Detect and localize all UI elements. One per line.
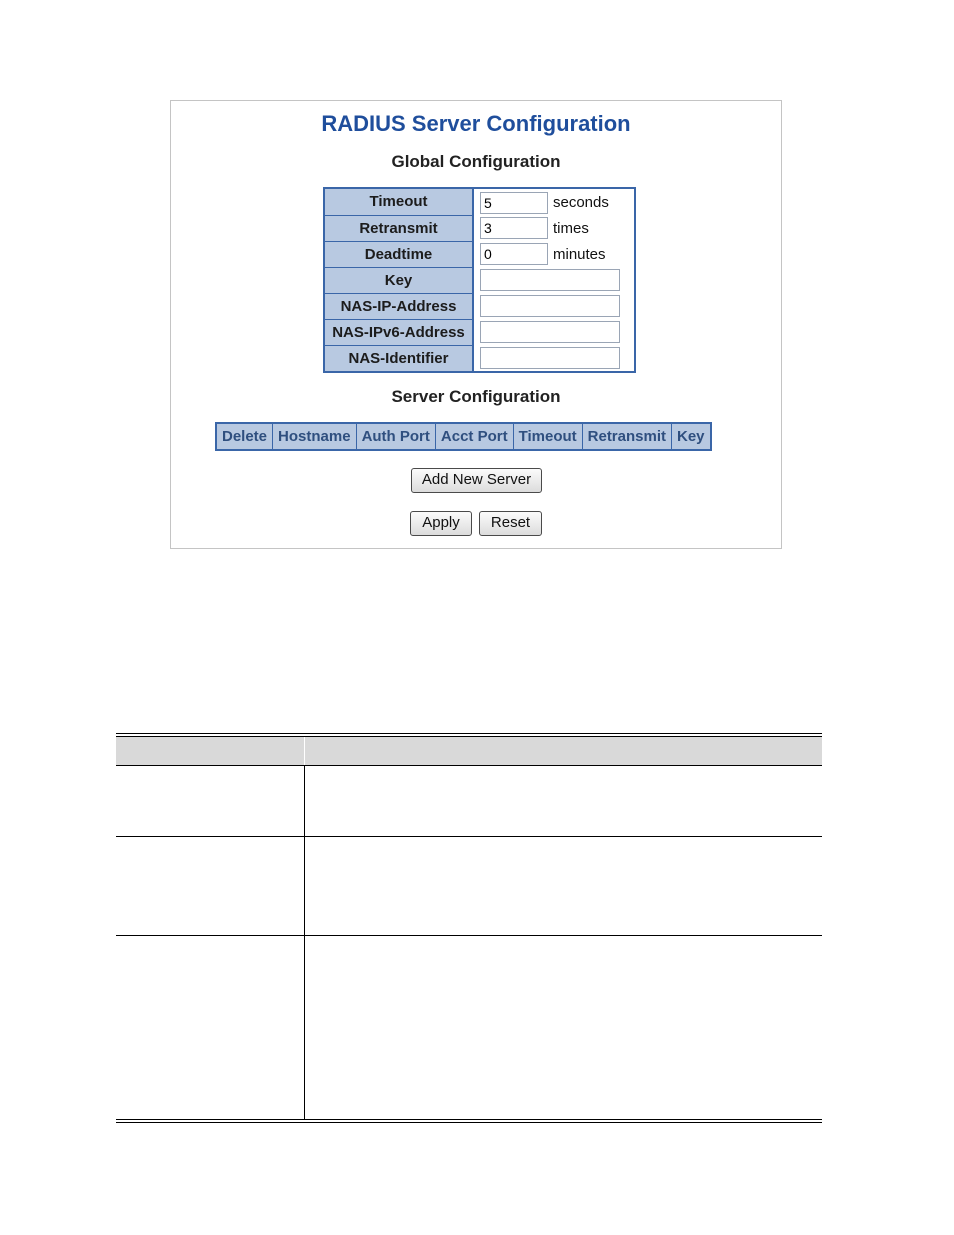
server-config-table	[215, 422, 712, 451]
col-retransmit: Retransmit	[582, 423, 671, 450]
server-config-heading: Server Configuration	[391, 387, 561, 406]
col-acct-port: Acct Port	[435, 423, 513, 450]
row-timeout	[324, 188, 635, 215]
parameter-description-table	[116, 733, 822, 1122]
nas-ipv6-address-label: NAS-IPv6-Address	[324, 319, 473, 345]
row-nas-ipv6-address	[324, 319, 635, 345]
retransmit-unit: times	[553, 219, 589, 237]
radius-config-panel	[170, 100, 782, 549]
table-top-rule	[116, 733, 822, 734]
table-row-divider	[116, 765, 822, 766]
deadtime-label: Deadtime	[324, 241, 473, 267]
table-bottom-rule-outer	[116, 1122, 822, 1123]
table-row-divider	[116, 935, 822, 936]
table-header-row	[116, 737, 822, 765]
nas-ipv6-address-input[interactable]	[480, 321, 620, 343]
retransmit-label: Retransmit	[324, 215, 473, 241]
col-timeout: Timeout	[513, 423, 582, 450]
table-row-divider	[116, 836, 822, 837]
col-key: Key	[672, 423, 711, 450]
nas-identifier-input[interactable]	[480, 347, 620, 369]
global-config-table	[323, 187, 636, 373]
nas-ip-address-input[interactable]	[480, 295, 620, 317]
col-hostname: Hostname	[273, 423, 357, 450]
table-column-divider	[304, 765, 305, 1120]
row-key	[324, 267, 635, 293]
row-nas-identifier	[324, 345, 635, 372]
apply-button[interactable]: Apply	[410, 511, 472, 536]
key-label: Key	[324, 267, 473, 293]
timeout-unit: seconds	[553, 194, 609, 211]
row-nas-ip-address	[324, 293, 635, 319]
add-new-server-button[interactable]: Add New Server	[411, 468, 542, 493]
timeout-label: Timeout	[324, 188, 473, 215]
reset-button[interactable]: Reset	[479, 511, 542, 536]
nas-identifier-label: NAS-Identifier	[324, 345, 473, 372]
row-retransmit	[324, 215, 635, 241]
page-title: RADIUS Server Configuration	[321, 111, 631, 136]
col-delete: Delete	[216, 423, 273, 450]
deadtime-input[interactable]: 0	[480, 243, 548, 265]
timeout-input[interactable]: 5	[480, 192, 548, 214]
nas-ip-address-label: NAS-IP-Address	[324, 293, 473, 319]
row-deadtime	[324, 241, 635, 267]
table-bottom-rule	[116, 1119, 822, 1120]
global-config-heading: Global Configuration	[391, 152, 561, 171]
key-input[interactable]	[480, 269, 620, 291]
retransmit-input[interactable]: 3	[480, 217, 548, 239]
col-auth-port: Auth Port	[356, 423, 435, 450]
server-table-header	[216, 423, 711, 450]
deadtime-unit: minutes	[553, 245, 606, 263]
table-header-separator	[304, 737, 305, 765]
